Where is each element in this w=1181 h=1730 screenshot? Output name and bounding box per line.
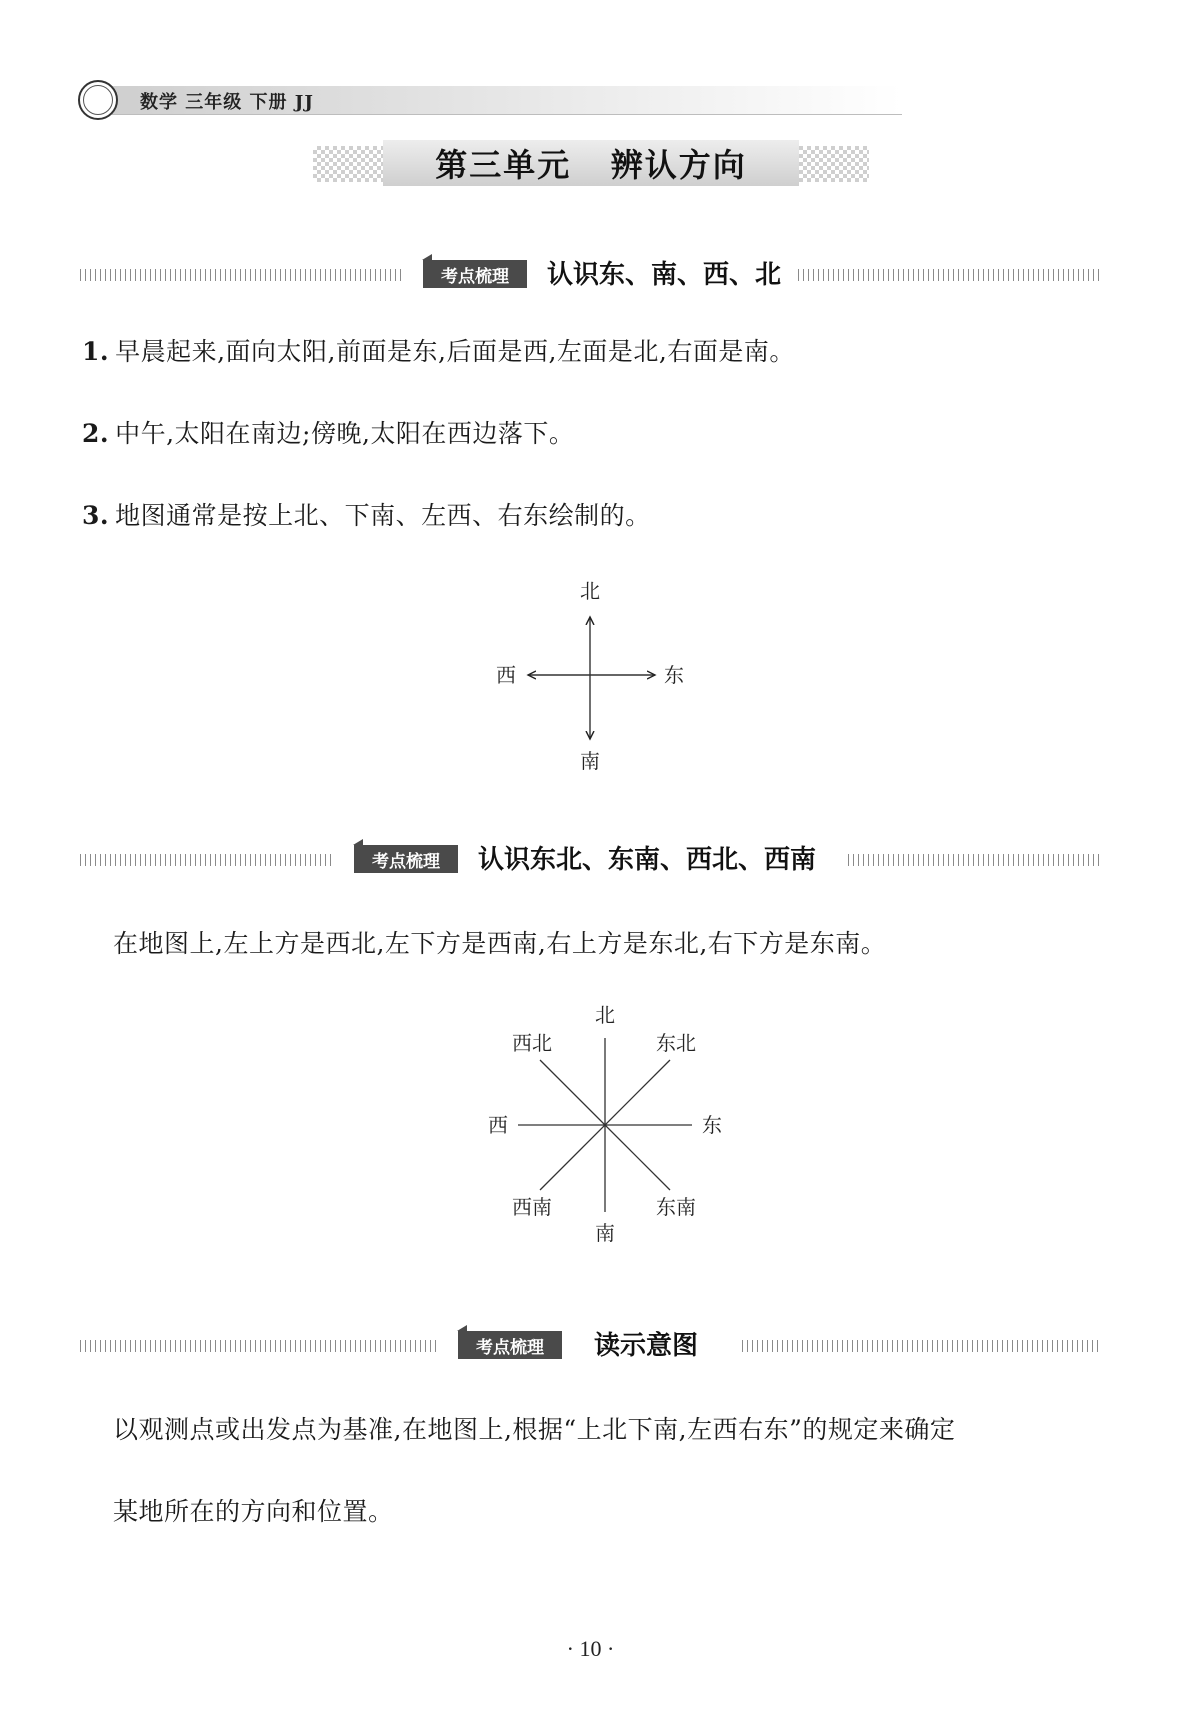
section-header-1 [80, 256, 1102, 296]
label-east: 东 [702, 1113, 722, 1137]
point-number: 1. [82, 337, 110, 366]
label-east: 东 [664, 663, 684, 687]
section3-text-line1: 以观测点或出发点为基准,在地图上,根据“上北下南,左西右东”的规定来确定 [113, 1415, 956, 1444]
label-north: 北 [595, 1003, 615, 1027]
section-header-3 [80, 1327, 1102, 1367]
hatch-right [742, 1340, 1102, 1352]
hatch-left [80, 854, 334, 866]
point-text: 中午,太阳在南边;傍晚,太阳在西边落下。 [115, 419, 575, 448]
hatch-left [80, 269, 402, 281]
publisher-logo [78, 80, 118, 120]
unit-title: 第三单元 辨认方向 [435, 146, 747, 184]
unit-banner [313, 140, 869, 188]
section-tag: 考点梳理 [423, 260, 527, 288]
section-title: 认识东、南、西、北 [547, 260, 782, 290]
section2-text: 在地图上,左上方是西北,左下方是西南,右上方是东北,右下方是东南。 [113, 929, 887, 958]
unit-title-box [383, 140, 799, 186]
label-southwest: 西南 [512, 1195, 552, 1219]
section3-text-line2: 某地所在的方向和位置。 [113, 1497, 394, 1526]
section-tag: 考点梳理 [354, 845, 458, 873]
point-text: 地图通常是按上北、下南、左西、右东绘制的。 [115, 501, 651, 530]
section-title: 认识东北、东南、西北、西南 [478, 845, 817, 875]
page-number: · 10 · [566, 1636, 615, 1661]
hatch-right [848, 854, 1102, 866]
point-3 [82, 496, 651, 532]
label-northwest: 西北 [512, 1031, 552, 1055]
label-northeast: 东北 [656, 1031, 696, 1055]
hatch-right [798, 269, 1102, 281]
label-southeast: 东南 [656, 1195, 696, 1219]
point-1 [82, 332, 795, 368]
point-number: 3. [82, 501, 110, 530]
label-north: 北 [580, 579, 600, 603]
section-title: 读示意图 [594, 1331, 699, 1361]
section-tag: 考点梳理 [458, 1331, 562, 1359]
point-text: 早晨起来,面向太阳,前面是东,后面是西,左面是北,右面是南。 [115, 337, 795, 366]
section-header-2 [80, 841, 1102, 881]
label-west: 西 [496, 663, 516, 687]
label-south: 南 [580, 749, 600, 773]
running-header [78, 80, 908, 118]
running-title: 数学 三年级 下册 JJ [140, 92, 314, 113]
point-2 [82, 414, 574, 450]
eight-direction-diagram [480, 1000, 730, 1250]
label-south: 南 [595, 1221, 615, 1245]
label-west: 西 [488, 1113, 508, 1137]
point-number: 2. [82, 419, 110, 448]
four-direction-diagram [480, 575, 700, 775]
hatch-left [80, 1340, 438, 1352]
